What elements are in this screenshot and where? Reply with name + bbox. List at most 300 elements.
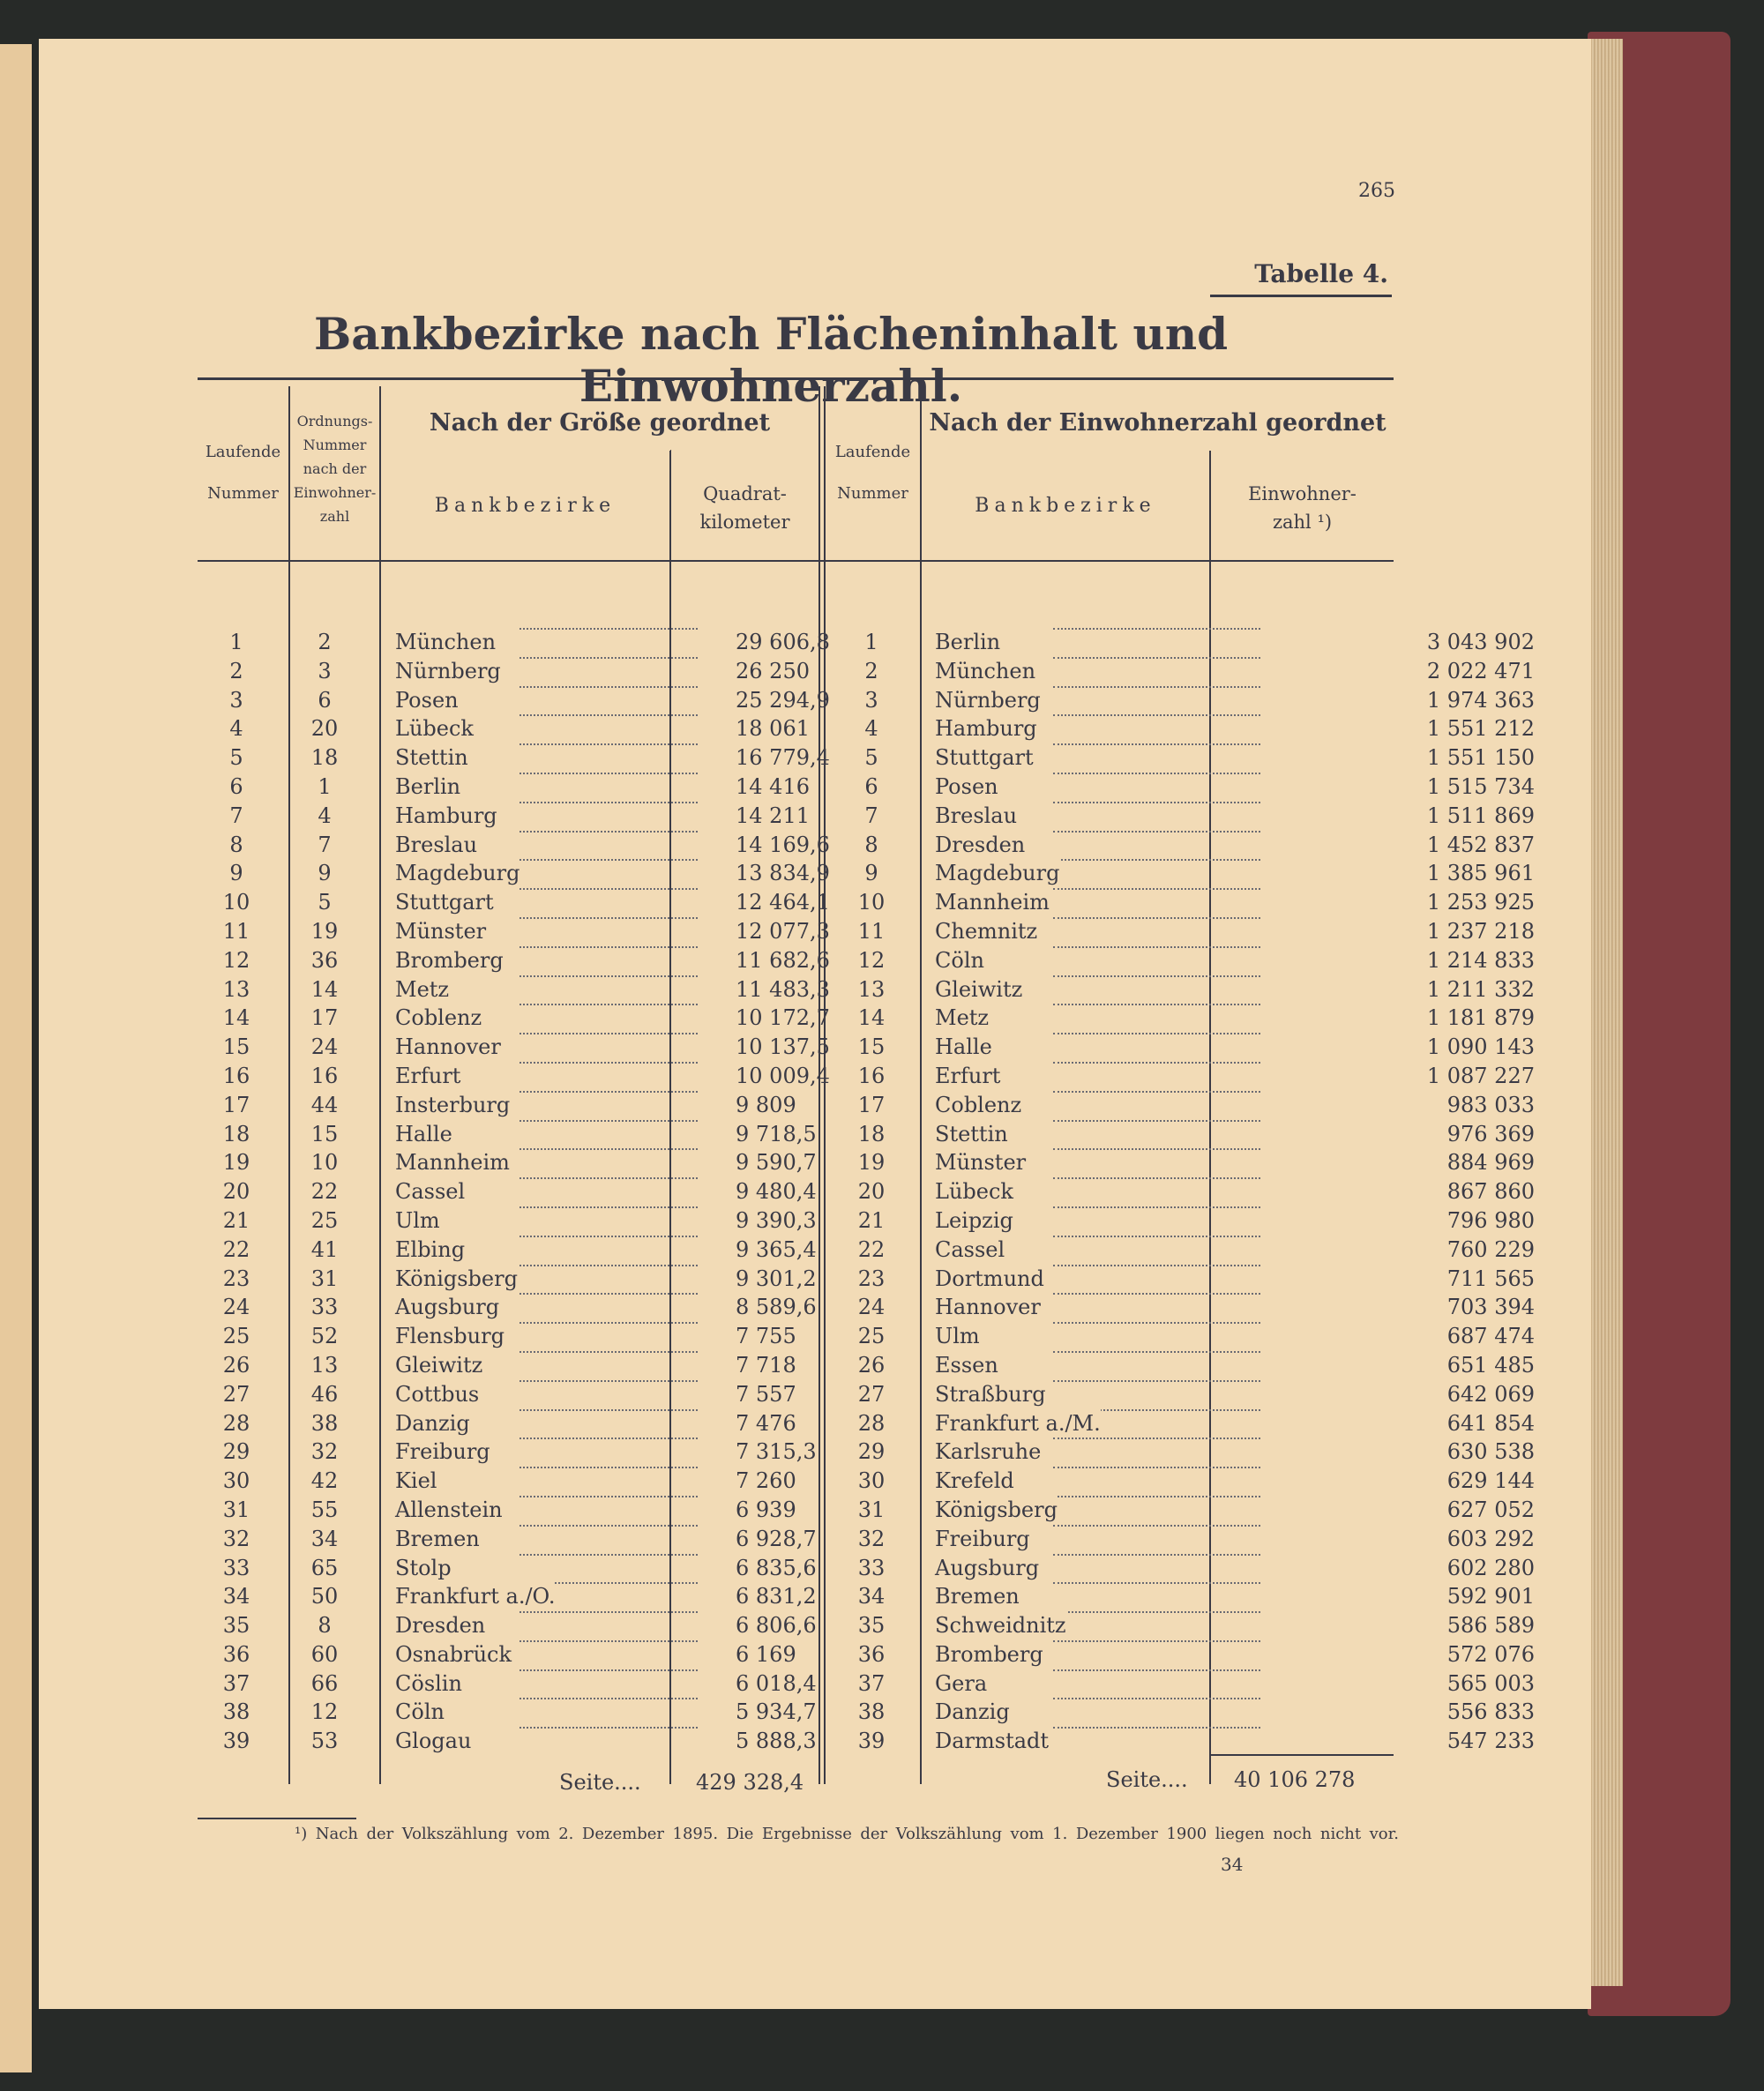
row-square-km: 11 483,3 (736, 976, 830, 1002)
row-square-km: 6 939 (736, 1497, 796, 1522)
leader-dots (519, 1611, 698, 1613)
row-square-km: 6 835,6 (736, 1555, 817, 1580)
row-order-number: 18 (310, 745, 339, 771)
row-population: 642 069 (1446, 1381, 1535, 1407)
row-number-right: 24 (857, 1295, 886, 1320)
row-order-number: 17 (310, 1005, 339, 1031)
row-order-number: 41 (310, 1236, 339, 1262)
row-order-number: 46 (310, 1381, 339, 1407)
row-population: 586 589 (1446, 1613, 1535, 1639)
row-district-by-population: Erfurt (935, 1062, 1000, 1091)
row-number: 15 (222, 1034, 250, 1060)
row-number: 37 (222, 1670, 250, 1696)
row-order-number: 10 (310, 1150, 339, 1176)
row-square-km: 9 809 (736, 1092, 796, 1117)
leader-dots (519, 975, 698, 977)
table-label-underline (1210, 295, 1392, 297)
row-order-number: 38 (310, 1410, 339, 1436)
row-district-by-population: München (935, 657, 1035, 686)
row-population: 630 538 (1446, 1439, 1535, 1465)
leader-dots (1053, 1293, 1260, 1295)
row-district-by-population: Cassel (935, 1236, 1005, 1265)
row-order-number: 6 (318, 687, 332, 713)
leader-dots (519, 1206, 698, 1208)
table-top-rule (198, 377, 1394, 380)
leader-dots (519, 1148, 698, 1150)
leader-dots (1053, 1611, 1260, 1613)
row-square-km: 10 172,7 (736, 1005, 830, 1031)
row-district-by-population: Dortmund (935, 1265, 1044, 1294)
row-number: 32 (222, 1526, 250, 1551)
row-number-right: 33 (857, 1555, 886, 1580)
row-district-by-population: Posen (935, 773, 998, 802)
leader-dots (1053, 1698, 1260, 1699)
row-district-by-population: Bromberg (935, 1640, 1043, 1669)
leader-dots (519, 1554, 698, 1556)
row-district-by-population: Cöln (935, 946, 984, 975)
row-population: 565 003 (1446, 1670, 1535, 1696)
leader-dots (1053, 1148, 1260, 1150)
col-divider-2 (379, 386, 381, 1784)
row-district-by-size: Stolp (395, 1554, 452, 1583)
leader-dots (1053, 1554, 1260, 1556)
row-square-km: 9 480,4 (736, 1179, 817, 1205)
row-square-km: 7 260 (736, 1468, 796, 1494)
row-population: 711 565 (1446, 1266, 1535, 1291)
row-square-km: 13 834,9 (736, 861, 830, 886)
leader-dots (1053, 1236, 1260, 1237)
row-number-right: 6 (864, 773, 878, 799)
leader-dots (519, 946, 698, 948)
leader-dots (519, 1525, 698, 1527)
row-number: 16 (222, 1063, 250, 1088)
row-district-by-population: Stettin (935, 1120, 1008, 1149)
row-number-right: 29 (857, 1439, 886, 1465)
row-square-km: 10 137,5 (736, 1034, 830, 1060)
header-laufende-nummer-right: Laufende Nummer (834, 443, 911, 503)
row-district-by-population: Karlsruhe (935, 1438, 1041, 1467)
header-ordnungs-nummer: Ordnungs- Nummer nach der Einwohner- zahl (293, 413, 377, 525)
row-district-by-size: Frankfurt a./O. (395, 1582, 555, 1611)
row-order-number: 19 (310, 918, 339, 944)
row-district-by-size: Cöln (395, 1698, 445, 1727)
page-title: Bankbezirke nach Flächeninhalt und Einwohnerzahl. (313, 308, 1229, 412)
row-district-by-size: Magdeburg (395, 859, 519, 888)
leader-dots (519, 1640, 698, 1642)
row-district-by-population: Dresden (935, 831, 1025, 860)
leader-dots (1053, 1177, 1260, 1179)
row-district-by-size: Bromberg (395, 946, 504, 975)
footnote-rule (198, 1818, 356, 1819)
row-district-by-size: Cottbus (395, 1380, 479, 1409)
row-district-by-size: Berlin (395, 773, 460, 802)
leader-dots (519, 1120, 698, 1122)
row-number: 14 (222, 1005, 250, 1031)
row-number: 26 (222, 1352, 250, 1378)
leader-dots (1053, 1206, 1260, 1208)
row-district-by-size: Coblenz (395, 1004, 482, 1033)
row-number: 34 (222, 1584, 250, 1609)
row-population: 703 394 (1446, 1295, 1535, 1320)
leader-dots (1053, 1062, 1260, 1064)
row-order-number: 24 (310, 1034, 339, 1060)
row-district-by-size: Allenstein (395, 1496, 503, 1525)
row-number-right: 17 (857, 1092, 886, 1117)
row-population: 796 980 (1446, 1207, 1535, 1233)
row-district-by-size: Augsburg (395, 1293, 499, 1322)
row-number: 33 (222, 1555, 250, 1580)
leader-dots (519, 1438, 698, 1439)
leader-dots (519, 1698, 698, 1699)
row-district-by-size: München (395, 628, 496, 657)
row-number: 8 (229, 832, 243, 857)
row-district-by-population: Nürnberg (935, 686, 1041, 715)
row-district-by-size: Cöslin (395, 1669, 462, 1699)
leader-dots (1053, 628, 1260, 630)
row-number: 2 (229, 658, 243, 683)
row-number-right: 37 (857, 1670, 886, 1696)
leader-dots (519, 1293, 698, 1295)
row-number-right: 31 (857, 1497, 886, 1522)
row-population: 983 033 (1446, 1092, 1535, 1117)
row-number: 35 (222, 1613, 250, 1639)
row-square-km: 9 590,7 (736, 1150, 817, 1176)
row-district-by-population: Mannheim (935, 888, 1050, 917)
row-district-by-size: Glogau (395, 1727, 471, 1756)
leader-dots (519, 1409, 698, 1411)
row-number: 19 (222, 1150, 250, 1176)
row-square-km: 9 718,5 (736, 1121, 817, 1146)
row-district-by-population: Hannover (935, 1293, 1041, 1322)
leader-dots (519, 657, 698, 659)
row-order-number: 13 (310, 1352, 339, 1378)
row-district-by-size: Hamburg (395, 802, 497, 831)
leader-dots (519, 773, 698, 774)
leader-dots (1053, 1640, 1260, 1642)
row-district-by-size: Stettin (395, 743, 468, 773)
row-order-number: 44 (310, 1092, 339, 1117)
leader-dots (519, 1236, 698, 1237)
row-population: 629 144 (1446, 1468, 1535, 1494)
leader-dots (519, 1467, 698, 1468)
row-district-by-size: Breslau (395, 831, 477, 860)
leader-dots (1053, 1033, 1260, 1034)
row-district-by-population: Bremen (935, 1582, 1020, 1611)
row-district-by-size: Stuttgart (395, 888, 494, 917)
row-number: 10 (222, 890, 250, 915)
row-order-number: 50 (310, 1584, 339, 1609)
row-population: 1 974 363 (1426, 687, 1535, 713)
row-number-right: 18 (857, 1121, 886, 1146)
row-square-km: 16 779,4 (736, 745, 830, 771)
row-population: 1 551 212 (1426, 716, 1535, 742)
row-district-by-population: Metz (935, 1004, 989, 1033)
row-number-right: 11 (857, 918, 886, 944)
row-square-km: 18 061 (736, 716, 810, 742)
row-population: 1 253 925 (1426, 890, 1535, 915)
row-population: 1 181 879 (1426, 1005, 1535, 1031)
row-square-km: 9 301,2 (736, 1266, 817, 1291)
row-square-km: 26 250 (736, 658, 810, 683)
row-number: 11 (222, 918, 250, 944)
row-order-number: 16 (310, 1063, 339, 1088)
row-number-right: 23 (857, 1266, 886, 1291)
row-square-km: 10 009,4 (736, 1063, 830, 1088)
leader-dots (1053, 831, 1260, 833)
header-bottom-rule (198, 560, 1394, 562)
row-population: 1 515 734 (1426, 773, 1535, 799)
row-order-number: 31 (310, 1266, 339, 1291)
row-district-by-size: Insterburg (395, 1091, 510, 1120)
row-order-number: 66 (310, 1670, 339, 1696)
row-order-number: 5 (318, 890, 332, 915)
row-population: 641 854 (1446, 1410, 1535, 1436)
row-number-right: 1 (864, 630, 878, 654)
row-population: 547 233 (1446, 1729, 1535, 1754)
row-district-by-population: Frankfurt a./M. (935, 1409, 1101, 1438)
row-number-right: 27 (857, 1381, 886, 1407)
row-order-number: 32 (310, 1439, 339, 1465)
row-order-number: 60 (310, 1641, 339, 1667)
footnote: ¹) Nach der Volkszählung vom 2. Dezember 1895. Die Ergebnisse der Volkszählung vom 1. Dezember 1900 liegen noch nicht vor. (295, 1825, 1399, 1843)
row-population: 592 901 (1446, 1584, 1535, 1609)
row-order-number: 65 (310, 1555, 339, 1580)
row-district-by-population: Münster (935, 1148, 1026, 1177)
header-bankbezirke-left: Bankbezirke (434, 495, 617, 517)
row-number-right: 5 (864, 745, 878, 771)
row-square-km: 6 928,7 (736, 1526, 817, 1551)
row-order-number: 9 (318, 861, 332, 886)
row-district-by-size: Ulm (395, 1206, 440, 1236)
row-number-right: 26 (857, 1352, 886, 1378)
leader-dots (1053, 657, 1260, 659)
col-divider-4 (920, 386, 922, 1784)
row-number-right: 8 (864, 832, 878, 857)
leader-dots (1053, 714, 1260, 716)
leader-dots (1053, 1669, 1260, 1671)
row-number-right: 12 (857, 947, 886, 973)
leader-dots (519, 859, 698, 861)
row-order-number: 15 (310, 1121, 339, 1146)
row-number-right: 10 (857, 890, 886, 915)
leader-dots (1053, 1120, 1260, 1122)
leader-dots (1053, 1727, 1260, 1729)
leader-dots (1053, 946, 1260, 948)
row-district-by-population: Gleiwitz (935, 975, 1022, 1004)
row-order-number: 3 (318, 658, 332, 683)
row-district-by-size: Münster (395, 917, 486, 946)
row-square-km: 6 018,4 (736, 1670, 817, 1696)
row-number-right: 9 (864, 861, 878, 886)
row-district-by-size: Dresden (395, 1611, 485, 1640)
row-number: 5 (229, 745, 243, 771)
row-number: 18 (222, 1121, 250, 1146)
total-value-right: 40 106 278 (1234, 1767, 1356, 1792)
row-square-km: 7 755 (736, 1324, 796, 1349)
row-square-km: 9 365,4 (736, 1236, 817, 1262)
row-number-right: 16 (857, 1063, 886, 1088)
leader-dots (1053, 1380, 1260, 1382)
row-number: 24 (222, 1295, 250, 1320)
row-district-by-population: Straßburg (935, 1380, 1046, 1409)
row-number-right: 22 (857, 1236, 886, 1262)
row-order-number: 1 (318, 773, 332, 799)
row-district-by-population: Darmstadt (935, 1727, 1049, 1756)
leader-dots (1053, 1467, 1260, 1468)
header-group-population: Nach der Einwohnerzahl geordnet (929, 409, 1387, 437)
header-einwohnerzahl: Einwohner- zahl ¹) (1248, 483, 1357, 533)
row-square-km: 5 888,3 (736, 1729, 817, 1754)
row-number: 1 (229, 630, 243, 654)
row-population: 687 474 (1446, 1324, 1535, 1349)
row-square-km: 11 682,6 (736, 947, 830, 973)
row-population: 556 833 (1446, 1699, 1535, 1725)
leader-dots (1053, 773, 1260, 774)
total-label-right: Seite.... (1106, 1767, 1188, 1792)
leader-dots (1053, 743, 1260, 745)
row-number: 28 (222, 1410, 250, 1436)
row-population: 884 969 (1446, 1150, 1535, 1176)
leader-dots (1053, 1351, 1260, 1353)
row-population: 572 076 (1446, 1641, 1535, 1667)
total-value-left: 429 328,4 (696, 1770, 804, 1795)
total-label-left: Seite.... (559, 1770, 641, 1795)
row-order-number: 8 (318, 1613, 332, 1639)
row-population: 1 551 150 (1426, 745, 1535, 771)
leader-dots (519, 1380, 698, 1382)
row-number-right: 14 (857, 1005, 886, 1031)
row-district-by-size: Kiel (395, 1467, 437, 1496)
row-district-by-population: Schweidnitz (935, 1611, 1066, 1640)
row-district-by-size: Bremen (395, 1525, 480, 1554)
row-number: 38 (222, 1699, 250, 1725)
row-population: 1 090 143 (1426, 1034, 1535, 1060)
row-square-km: 7 315,3 (736, 1439, 817, 1465)
book-page (39, 39, 1591, 2009)
row-district-by-size: Nürnberg (395, 657, 501, 686)
row-district-by-population: Halle (935, 1033, 992, 1062)
row-number: 7 (229, 803, 243, 828)
row-number-right: 34 (857, 1584, 886, 1609)
row-number-right: 2 (864, 658, 878, 683)
row-district-by-population: Chemnitz (935, 917, 1037, 946)
row-square-km: 14 211 (736, 803, 810, 828)
row-population: 603 292 (1446, 1526, 1535, 1551)
row-square-km: 8 589,6 (736, 1295, 817, 1320)
row-order-number: 4 (318, 803, 332, 828)
leader-dots (519, 1727, 698, 1729)
row-number: 6 (229, 773, 243, 799)
row-number-right: 39 (857, 1729, 886, 1754)
row-number-right: 19 (857, 1150, 886, 1176)
row-population: 1 452 837 (1426, 832, 1535, 857)
row-square-km: 6 806,6 (736, 1613, 817, 1639)
row-order-number: 36 (310, 947, 339, 973)
row-order-number: 52 (310, 1324, 339, 1349)
leader-dots (1053, 888, 1260, 890)
row-district-by-size: Freiburg (395, 1438, 490, 1467)
row-number-right: 32 (857, 1526, 886, 1551)
header-laufende-nummer: Laufende Nummer (205, 443, 281, 503)
row-number-right: 7 (864, 803, 878, 828)
row-number: 17 (222, 1092, 250, 1117)
row-number-right: 36 (857, 1641, 886, 1667)
row-square-km: 7 718 (736, 1352, 796, 1378)
row-number: 3 (229, 687, 243, 713)
row-district-by-size: Lübeck (395, 714, 474, 743)
row-square-km: 14 169,6 (736, 832, 830, 857)
row-population: 1 211 332 (1426, 976, 1535, 1002)
row-number: 25 (222, 1324, 250, 1349)
row-district-by-size: Mannheim (395, 1148, 510, 1177)
facing-page-edge (0, 44, 32, 2072)
row-district-by-population: Freiburg (935, 1525, 1030, 1554)
row-population: 1 385 961 (1426, 861, 1535, 886)
row-number: 36 (222, 1641, 250, 1667)
row-population: 867 860 (1446, 1179, 1535, 1205)
leader-dots (519, 1033, 698, 1034)
row-population: 602 280 (1446, 1555, 1535, 1580)
leader-dots (519, 1062, 698, 1064)
row-district-by-size: Halle (395, 1120, 452, 1149)
row-square-km: 25 294,9 (736, 687, 830, 713)
row-district-by-size: Hannover (395, 1033, 501, 1062)
page-number: 265 (1358, 180, 1395, 202)
header-group-size: Nach der Größe geordnet (429, 409, 771, 437)
leader-dots (519, 1322, 698, 1324)
row-order-number: 53 (310, 1729, 339, 1754)
leader-dots (1053, 975, 1260, 977)
leader-dots (1053, 1091, 1260, 1093)
total-rule-right (1211, 1754, 1394, 1756)
row-number: 39 (222, 1729, 250, 1754)
row-order-number: 34 (310, 1526, 339, 1551)
row-district-by-population: Ulm (935, 1322, 980, 1351)
row-district-by-population: Breslau (935, 802, 1017, 831)
row-district-by-population: Gera (935, 1669, 987, 1699)
row-population: 1 511 869 (1426, 803, 1535, 828)
table-label: Tabelle 4. (1254, 259, 1388, 288)
row-district-by-population: Augsburg (935, 1554, 1039, 1583)
row-number: 21 (222, 1207, 250, 1233)
sheet-signature: 34 (1221, 1854, 1244, 1875)
row-district-by-population: Königsberg (935, 1496, 1058, 1525)
row-population: 627 052 (1446, 1497, 1535, 1522)
row-district-by-size: Osnabrück (395, 1640, 512, 1669)
leader-dots (519, 743, 698, 745)
leader-dots (519, 917, 698, 919)
leader-dots (519, 1669, 698, 1671)
row-population: 651 485 (1446, 1352, 1535, 1378)
leader-dots (519, 1351, 698, 1353)
leader-dots (1053, 1004, 1260, 1005)
row-district-by-population: Hamburg (935, 714, 1037, 743)
header-bankbezirke-right: Bankbezirke (975, 495, 1156, 517)
row-square-km: 9 390,3 (736, 1207, 817, 1233)
leader-dots (1053, 1496, 1260, 1497)
row-number-right: 35 (857, 1613, 886, 1639)
row-district-by-population: Leipzig (935, 1206, 1013, 1236)
row-district-by-size: Cassel (395, 1177, 465, 1206)
row-population: 1 087 227 (1426, 1063, 1535, 1088)
leader-dots (1053, 1525, 1260, 1527)
row-number: 29 (222, 1439, 250, 1465)
row-square-km: 12 077,3 (736, 918, 830, 944)
row-number-right: 38 (857, 1699, 886, 1725)
row-order-number: 20 (310, 716, 339, 742)
leader-dots (1053, 1322, 1260, 1324)
row-number-right: 21 (857, 1207, 886, 1233)
